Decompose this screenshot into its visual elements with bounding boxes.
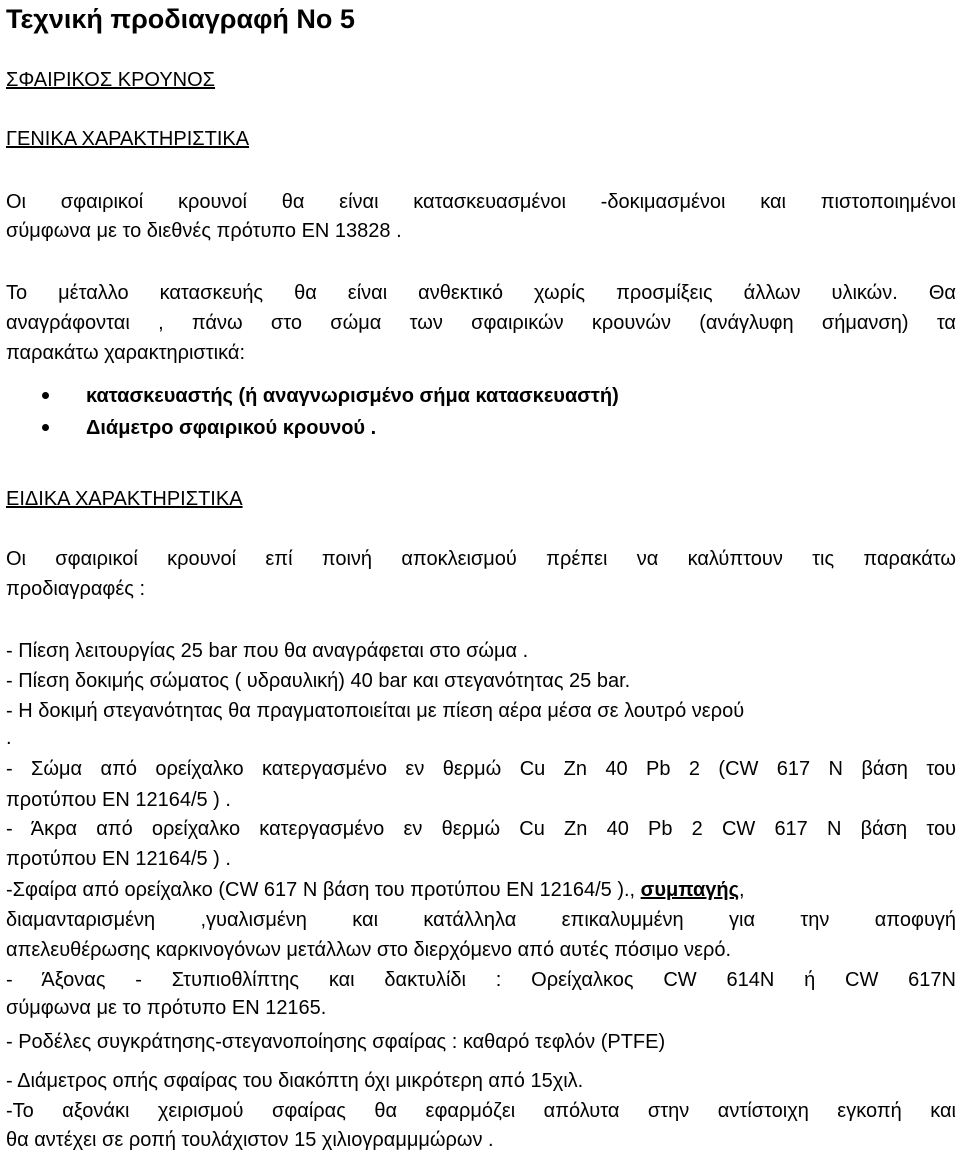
general-heading: ΓΕΝΙΚΑ ΧΑΡΑΚΤΗΡΙΣΤΙΚΑ xyxy=(6,128,250,150)
spec-item: - Άκρα από ορείχαλκο κατεργασμένο εν θερμώ Cu Zn 40 Pb 2 CW 617 N βάση του xyxy=(6,818,956,840)
spec-item: - Διάμετρος οπής σφαίρας του διακόπτη όχι μικρότερη από 15χιλ. xyxy=(6,1070,584,1092)
special-intro-line2: προδιαγραφές : xyxy=(6,578,146,600)
sphere-text: -Σφαίρα από ορείχαλκο (CW 617 N βάση του προτύπου ΕΝ 12164/5 )., xyxy=(6,879,636,901)
spec-item: διαμανταρισμένη ,γυαλισμένη και κατάλληλα επικαλυμμένη για την αποφυγή xyxy=(6,909,956,931)
spec-item: - Η δοκιμή στεγανότητας θα πραγματοποιείται με πίεση αέρα μέσα σε λουτρό νερού xyxy=(6,700,745,722)
spec-item: - Πίεση λειτουργίας 25 bar που θα αναγράφεται στο σώμα . xyxy=(6,640,529,662)
bullet-icon xyxy=(42,424,49,431)
bullet-item-diameter: Διάμετρο σφαιρικού κρουνού . xyxy=(86,417,377,439)
general-para2-line2: αναγράφονται , πάνω στο σώμα των σφαιρικών κρουνών (ανάγλυφη σήμανση) τα xyxy=(6,312,956,334)
general-para2-line3: παρακάτω χαρακτηριστικά: xyxy=(6,342,245,364)
spec-item: - Πίεση δοκιμής σώματος ( υδραυλική) 40 bar και στεγανότητας 25 bar. xyxy=(6,670,631,692)
sphere-bold-text: συμπαγής xyxy=(640,879,740,901)
general-para1-line1: Οι σφαιρικοί κρουνοί θα είναι κατασκευασμένοι -δοκιμασμένοι και πιστοποιημένοι xyxy=(6,191,956,213)
general-para1-line2: σύμφωνα με το διεθνές πρότυπο ΕΝ 13828 . xyxy=(6,220,402,242)
spec-item: προτύπου ΕΝ 12164/5 ) . xyxy=(6,789,231,811)
spec-item: - Άξονας - Στυπιοθλίπτης και δακτυλίδι : Ορείχαλκος CW 614N ή CW 617N xyxy=(6,969,956,991)
spec-item: - Σώμα από ορείχαλκο κατεργασμένο εν θερμώ Cu Zn 40 Pb 2 (CW 617 N βάση του xyxy=(6,758,956,780)
spec-item: σύμφωνα με το πρότυπο ΕΝ 12165. xyxy=(6,997,327,1019)
spec-item: . xyxy=(6,727,12,749)
special-heading: ΕΙΔΙΚΑ ΧΑΡΑΚΤΗΡΙΣΤΙΚΑ xyxy=(6,488,243,510)
spec-item: απελευθέρωσης καρκινογόνων μετάλλων στο διερχόμενο από αυτές πόσιμο νερό. xyxy=(6,939,732,961)
bullet-item-manufacturer: κατασκευαστής (ή αναγνωρισμένο σήμα κατασκευαστή) xyxy=(86,385,619,407)
sphere-comma: , xyxy=(739,879,745,901)
spec-item: προτύπου ΕΝ 12164/5 ) . xyxy=(6,848,231,870)
general-para2-line1: Το μέταλλο κατασκευής θα είναι ανθεκτικό χωρίς προσμίξεις άλλων υλικών. Θα xyxy=(6,282,956,304)
special-intro-line1: Οι σφαιρικοί κρουνοί επί ποινή αποκλεισμού πρέπει να καλύπτουν τις παρακάτω xyxy=(6,548,956,570)
spec-item: - Ροδέλες συγκράτησης-στεγανοποίησης σφαίρας : καθαρό τεφλόν (PTFE) xyxy=(6,1031,666,1053)
document-title: Τεχνική προδιαγραφή Νο 5 xyxy=(6,4,355,34)
spec-item: -Το αξονάκι χειρισμού σφαίρας θα εφαρμόζει απόλυτα στην αντίστοιχη εγκοπή και xyxy=(6,1100,956,1122)
spec-item-sphere xyxy=(6,878,956,902)
spec-item: θα αντέχει σε ροπή τουλάχιστον 15 χιλιογραμμμώρων . xyxy=(6,1129,494,1151)
section-subtitle: ΣΦΑΙΡΙΚΟΣ ΚΡΟΥΝΟΣ xyxy=(6,69,216,91)
bullet-icon xyxy=(42,392,49,399)
